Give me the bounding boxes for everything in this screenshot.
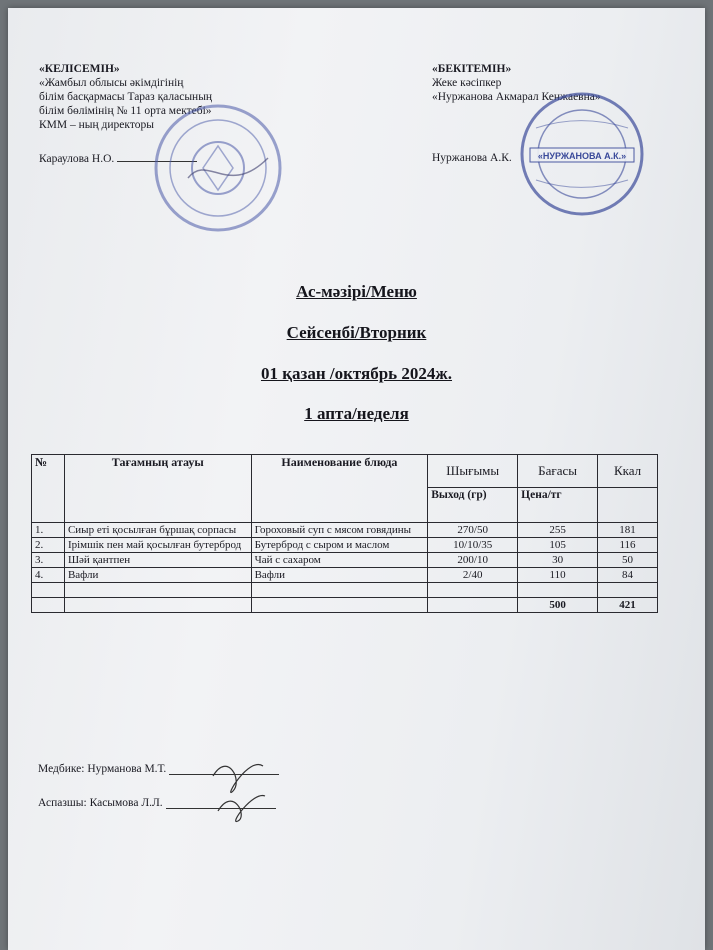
left-seal-stamp: [148, 98, 288, 238]
header-num: №: [32, 455, 65, 523]
header-yield-ru: Выход (гр): [428, 488, 518, 523]
row-2-ru: Бутерброд с сыром и маслом: [251, 538, 428, 553]
nurse-label: Медбике: Нурманова М.Т.: [38, 763, 167, 775]
row-2-kcal: 116: [598, 538, 658, 553]
row-1-kz: Сиыр еті қосылған бұршақ сорпасы: [64, 523, 251, 538]
cook-label: Аспазшы: Касымова Л.Л.: [38, 797, 163, 809]
row-4-ru: Вафли: [251, 568, 428, 583]
table-row: [32, 553, 658, 568]
row-3-kcal: 50: [598, 553, 658, 568]
row-1-ru: Гороховый суп с мясом говядины: [251, 523, 428, 538]
row-1-kcal: 181: [598, 523, 658, 538]
table-row: [32, 568, 658, 583]
day-title: Сейсенбі/Вторник: [286, 323, 427, 342]
header-yield-kz: Шығымы: [428, 455, 518, 488]
row-4-num: 4.: [32, 568, 65, 583]
row-3-price: 30: [518, 553, 598, 568]
row-1-yield: 270/50: [428, 523, 518, 538]
header-price-ru: Цена/тг: [518, 488, 598, 523]
row-3-ru: Чай с сахаром: [251, 553, 428, 568]
row-4-price: 110: [518, 568, 598, 583]
week-title: 1 апта/неделя: [304, 404, 409, 423]
table-header-row: [32, 455, 658, 488]
total-price: 500: [518, 598, 598, 613]
date-title: 01 қазан /октябрь 2024ж.: [260, 364, 453, 383]
row-2-price: 105: [518, 538, 598, 553]
right-heading: «БЕКІТЕМІН»: [432, 63, 512, 75]
left-line-2: білім басқармасы Тараз қаласының: [39, 91, 213, 103]
row-2-yield: 10/10/35: [428, 538, 518, 553]
row-1-num: 1.: [32, 523, 65, 538]
row-2-kz: Ірімшік пен май қосылған бутерброд: [64, 538, 251, 553]
left-line-3: білім бөлімінің № 11 орта мектебі»: [39, 105, 212, 117]
right-signer: Нуржанова А.К.: [432, 152, 512, 164]
table-row: [32, 523, 658, 538]
left-heading: «КЕЛІСЕМІН»: [39, 63, 120, 75]
left-line-4: КММ – ның директоры: [39, 119, 154, 131]
row-1-price: 255: [518, 523, 598, 538]
right-line-2: «Нуржанова Акмарал Кенжаевна»: [432, 91, 601, 103]
total-kcal: 421: [598, 598, 658, 613]
table-row: [32, 538, 658, 553]
menu-title: Ас-мәзірі/Меню: [296, 282, 417, 301]
left-signer: Караулова Н.О.: [39, 153, 115, 165]
header-kcal: Ккал: [598, 455, 658, 488]
document-sheet: [8, 8, 705, 950]
header-name-ru: Наименование блюда: [251, 455, 428, 523]
right-seal-stamp: [516, 88, 648, 220]
handwritten-signature-marks: [203, 746, 283, 826]
table-row-empty: [32, 583, 658, 598]
header-name-kz: Тағамның атауы: [64, 455, 251, 523]
row-3-num: 3.: [32, 553, 65, 568]
row-4-kcal: 84: [598, 568, 658, 583]
row-3-kz: Шәй қантпен: [64, 553, 251, 568]
row-3-yield: 200/10: [428, 553, 518, 568]
table-totals-row: [32, 598, 658, 613]
right-stamp-text: «НУРЖАНОВА А.К.»: [537, 151, 627, 161]
row-4-yield: 2/40: [428, 568, 518, 583]
header-blank: [598, 488, 658, 523]
right-line-1: Жеке кәсіпкер: [432, 77, 502, 89]
row-2-num: 2.: [32, 538, 65, 553]
row-4-kz: Вафли: [64, 568, 251, 583]
menu-table: [31, 454, 658, 613]
header-price-kz: Бағасы: [518, 455, 598, 488]
left-line-1: «Жамбыл облысы әкімдігінің: [39, 77, 184, 89]
